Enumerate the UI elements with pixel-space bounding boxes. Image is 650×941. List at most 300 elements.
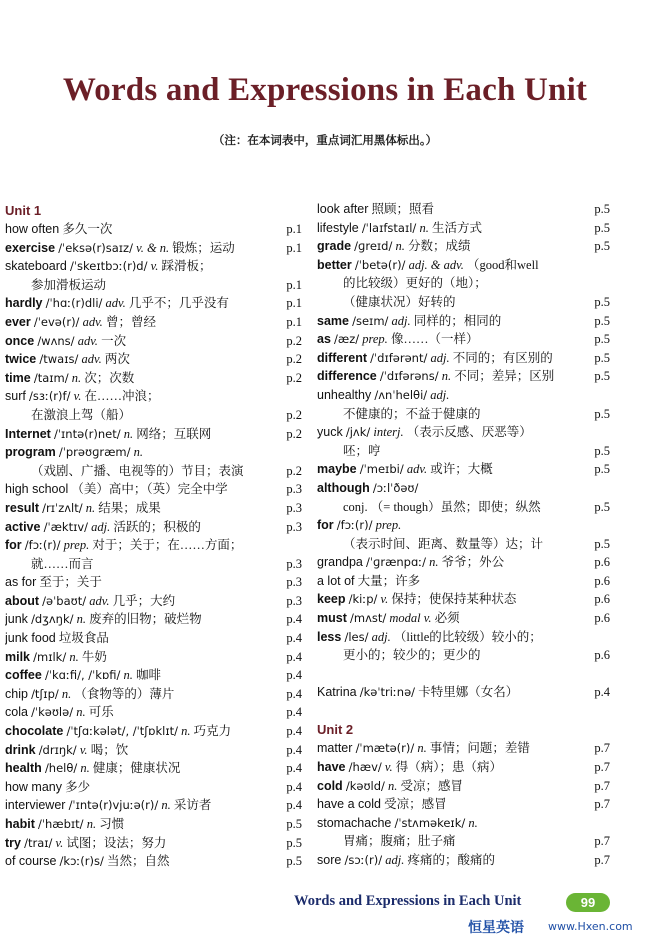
phonetic: /fɔː(r)/ xyxy=(24,538,61,553)
entry-line xyxy=(317,779,463,793)
entry-line xyxy=(5,427,211,441)
part-of-speech: n. xyxy=(76,612,87,627)
phonetic: /ˈevə(r)/ xyxy=(33,314,80,329)
entry-line xyxy=(317,816,478,830)
phonetic: /ˈstʌməkeɪk/ xyxy=(394,815,466,830)
definition: 事情；问题；差错 xyxy=(429,741,530,756)
headword: cola xyxy=(5,705,28,720)
vocab-entry xyxy=(5,239,302,258)
definition: 两次 xyxy=(104,352,130,367)
page-ref: p.3 xyxy=(284,518,302,537)
entry-line xyxy=(317,425,532,439)
headword: skateboard xyxy=(5,259,67,274)
page-ref: p.5 xyxy=(592,237,610,256)
page-ref: p.1 xyxy=(284,276,302,295)
page-ref: p.4 xyxy=(284,741,302,760)
part-of-speech: n. xyxy=(85,500,96,515)
page-ref: p.2 xyxy=(284,332,302,351)
entry-line xyxy=(317,351,553,365)
phonetic: /ˈskeɪtbɔː(r)d/ xyxy=(69,259,148,274)
page-ref: p.7 xyxy=(592,832,610,851)
headword: try xyxy=(5,835,21,850)
vocab-entry xyxy=(5,703,302,722)
entry-line xyxy=(5,705,114,719)
phonetic: /seɪm/ xyxy=(352,313,389,328)
phonetic: /ˈæktɪv/ xyxy=(43,519,89,534)
page-ref: p.1 xyxy=(284,239,302,258)
vocab-entry xyxy=(5,722,302,741)
vocab-entry xyxy=(5,834,302,853)
definition: 采访者 xyxy=(173,798,212,813)
definition: 照顾；照看 xyxy=(371,202,435,216)
entry-line xyxy=(5,352,130,366)
headword: junk food xyxy=(5,631,56,646)
headword: habit xyxy=(5,817,35,831)
definition-continued: （健康状况）好转的 xyxy=(343,294,456,309)
page-ref: p.5 xyxy=(592,200,610,219)
headword: difference xyxy=(317,369,377,384)
definition: 网络；互联网 xyxy=(136,426,212,441)
vocab-entry xyxy=(317,330,610,349)
page-ref: p.3 xyxy=(284,573,302,592)
entry-line xyxy=(5,259,212,273)
page-ref: p.4 xyxy=(284,666,302,685)
vocab-entry xyxy=(317,683,610,702)
definition: （美）高中；（英）完全中学 xyxy=(71,482,228,497)
watermark-logo: 恒星英语 xyxy=(468,920,524,936)
entry-line xyxy=(5,761,180,775)
vocab-entry xyxy=(5,536,302,573)
headword: how many xyxy=(5,779,62,794)
entry-line xyxy=(317,314,501,328)
entry-line xyxy=(5,501,161,515)
page-ref: p.5 xyxy=(592,293,610,312)
headword: coffee xyxy=(5,668,42,683)
definition: （食物等的）薄片 xyxy=(74,686,175,701)
page-ref: p.2 xyxy=(284,369,302,388)
definition: 大量；许多 xyxy=(357,573,421,588)
definition: 至于；关于 xyxy=(39,575,102,590)
page-ref: p.4 xyxy=(284,648,302,667)
phonetic: /fɔː(r)/ xyxy=(336,518,373,533)
definition-continued: （表示时间、距离、数量等）达；计 xyxy=(343,536,544,551)
vocab-entry xyxy=(317,386,610,423)
vocab-entry xyxy=(317,200,610,219)
definition: 不同的；有区别的 xyxy=(452,350,553,365)
vocab-entry xyxy=(5,313,302,332)
vocab-entry xyxy=(5,499,302,518)
phonetic: /sɜː(r)f/ xyxy=(28,389,71,404)
part-of-speech: n. xyxy=(76,705,86,720)
definition: 得（病）；患（病） xyxy=(395,760,503,775)
phonetic: /traɪ/ xyxy=(24,835,53,850)
left-column xyxy=(5,200,302,871)
entry-line xyxy=(5,817,124,831)
headword: look after xyxy=(317,202,369,216)
vocab-entry xyxy=(5,666,302,685)
headword: program xyxy=(5,445,56,460)
definition: 受凉；感冒 xyxy=(400,778,464,793)
footer-title: Words and Expressions in Each Unit xyxy=(294,893,522,909)
headword: surf xyxy=(5,389,26,404)
part-of-speech: prep. xyxy=(362,332,388,347)
vocab-entry xyxy=(317,777,610,796)
headword: must xyxy=(317,611,347,626)
entry-line xyxy=(317,611,460,625)
vocab-entry xyxy=(5,480,302,499)
part-of-speech: v. xyxy=(380,592,389,607)
part-of-speech: interj. xyxy=(373,425,404,440)
entry-line xyxy=(5,854,169,868)
page-ref: p.6 xyxy=(592,553,610,572)
vocab-entry xyxy=(317,479,610,516)
page-ref: p.5 xyxy=(592,312,610,331)
definition: 在……冲浪； xyxy=(84,389,160,404)
definition: 不同；差异；区别 xyxy=(454,369,555,384)
definition: 多久一次 xyxy=(62,222,113,236)
entry-line xyxy=(5,389,159,403)
page-ref: p.6 xyxy=(592,572,610,591)
headword: high school xyxy=(5,482,69,497)
phonetic: /ˈprəʊɡræm/ xyxy=(58,445,131,460)
phonetic: /ʌnˈhelθi/ xyxy=(374,387,428,402)
page-ref: p.5 xyxy=(592,349,610,368)
vocab-entry xyxy=(5,257,302,294)
vocab-entry xyxy=(5,648,302,667)
vocab-entry xyxy=(5,759,302,778)
entry-line xyxy=(317,202,434,216)
phonetic: /ˈlaɪfstaɪl/ xyxy=(361,220,417,235)
headword: matter xyxy=(317,741,353,756)
vocab-entry xyxy=(317,219,610,238)
phonetic: /ˈɪntə(r)vjuːə(r)/ xyxy=(68,798,159,813)
entry-line xyxy=(317,481,418,495)
headword: for xyxy=(317,518,334,533)
definition: （little的比较级）较小的； xyxy=(393,629,542,644)
page-ref: p.5 xyxy=(592,330,610,349)
entry-line xyxy=(5,836,166,850)
entry-line xyxy=(317,239,471,253)
phonetic: /ˈhæbɪt/ xyxy=(37,817,84,831)
page-ref: p.2 xyxy=(284,425,302,444)
page-ref: p.4 xyxy=(284,796,302,815)
entry-line xyxy=(317,555,504,569)
entry-line xyxy=(5,724,231,738)
definition: 疼痛的；酸痛的 xyxy=(407,853,495,867)
part-of-speech: adj. xyxy=(371,629,391,644)
definition: 保持；使保持某种状态 xyxy=(391,592,517,607)
definition: 对于；关于；在……方面； xyxy=(92,538,243,553)
headword: result xyxy=(5,500,40,515)
phonetic: /ˈdɪfərənt/ xyxy=(370,350,428,365)
entry-line xyxy=(5,612,202,626)
phonetic: /ˈmætə(r)/ xyxy=(355,741,415,756)
headword: Katrina xyxy=(317,684,357,699)
part-of-speech: n. xyxy=(86,817,97,831)
headword: health xyxy=(5,761,42,776)
headword: chocolate xyxy=(5,724,64,739)
page-number-badge: 99 xyxy=(566,893,610,912)
phonetic: /twaɪs/ xyxy=(39,352,79,367)
entry-line xyxy=(5,241,235,255)
part-of-speech: prep. xyxy=(63,538,90,553)
definition: 可乐 xyxy=(88,705,114,720)
headword: maybe xyxy=(317,462,357,477)
vocab-entry xyxy=(5,518,302,537)
unit-heading: Unit 1 xyxy=(5,203,42,218)
page-ref: p.4 xyxy=(284,610,302,629)
headword: milk xyxy=(5,649,31,664)
page-ref: p.4 xyxy=(284,685,302,704)
vocab-entry xyxy=(5,387,302,424)
phonetic: /rɪˈzʌlt/ xyxy=(42,500,83,515)
headword: same xyxy=(317,313,349,328)
part-of-speech: n. xyxy=(441,369,452,384)
vocab-entry xyxy=(5,610,302,629)
part-of-speech: n. xyxy=(181,724,191,739)
page-ref: p.5 xyxy=(284,852,302,871)
vocab-entry xyxy=(317,572,610,591)
vocab-entry xyxy=(317,739,610,758)
vocab-entry xyxy=(317,312,610,331)
vocab-entry xyxy=(317,758,610,777)
part-of-speech: adj. xyxy=(430,350,450,365)
phonetic: /kəʊld/ xyxy=(345,778,385,793)
phonetic: /ˈhɑː(r)dli/ xyxy=(45,296,103,311)
headword: ever xyxy=(5,314,31,329)
headword: exercise xyxy=(5,240,56,255)
part-of-speech: n. xyxy=(71,370,82,385)
definition: 分数；成绩 xyxy=(407,239,471,254)
entry-line xyxy=(317,388,449,402)
definition: 咖啡 xyxy=(136,668,162,683)
phonetic: /ˈkəʊlə/ xyxy=(31,705,74,720)
definition: 像……（一样） xyxy=(390,332,479,347)
entry-line xyxy=(317,630,542,644)
headword: better xyxy=(317,257,352,272)
entry-line xyxy=(5,650,107,664)
vocab-entry xyxy=(317,516,610,553)
part-of-speech: n. xyxy=(69,649,79,664)
vocab-entry xyxy=(5,220,302,239)
vocab-entry xyxy=(317,237,610,256)
definition-continued: 在激浪上驾（船） xyxy=(31,407,132,422)
part-of-speech: n. xyxy=(417,741,427,756)
page-ref: p.1 xyxy=(284,294,302,313)
definition: （表示反感、厌恶等） xyxy=(406,425,532,440)
part-of-speech: v. xyxy=(384,760,393,775)
definition-continued: 更小的；较少的；更少的 xyxy=(343,648,481,663)
page-ref: p.5 xyxy=(284,815,302,834)
entry-line xyxy=(5,631,109,645)
page-ref: p.4 xyxy=(284,778,302,797)
vocab-entry xyxy=(317,553,610,572)
vocab-entry xyxy=(5,425,302,444)
part-of-speech: n. xyxy=(429,555,439,570)
entry-line xyxy=(5,538,242,552)
phonetic: /ˈɪntə(r)net/ xyxy=(53,426,121,441)
part-of-speech: adj. xyxy=(385,853,405,867)
entry-line xyxy=(5,315,156,329)
part-of-speech: modal v. xyxy=(389,611,432,626)
headword: about xyxy=(5,593,40,608)
vocab-entry xyxy=(317,590,610,609)
headword: although xyxy=(317,480,370,495)
definition: 健康；健康状况 xyxy=(92,761,181,776)
vocab-entry xyxy=(317,795,610,814)
entry-line xyxy=(5,798,211,812)
phonetic: /sɔː(r)/ xyxy=(344,853,383,867)
definition: 几乎不；几乎没有 xyxy=(128,296,229,311)
part-of-speech: adv. xyxy=(406,462,428,477)
vocab-entry xyxy=(317,256,610,312)
page-ref: p.7 xyxy=(592,795,610,814)
headword: unhealthy xyxy=(317,387,372,402)
headword: different xyxy=(317,350,367,365)
definition: 垃圾食品 xyxy=(58,631,109,646)
definition: 必须 xyxy=(434,611,460,626)
entry-line xyxy=(5,687,174,701)
part-of-speech: adv. xyxy=(82,314,103,329)
headword: sore xyxy=(317,853,342,867)
part-of-speech: n. xyxy=(388,778,398,793)
headword: once xyxy=(5,333,35,348)
headword: grade xyxy=(317,239,352,254)
headword: chip xyxy=(5,686,28,701)
page-ref: p.4 xyxy=(284,722,302,741)
entry-line xyxy=(317,258,539,272)
spacer xyxy=(317,665,610,683)
vocab-entry xyxy=(5,852,302,871)
entry-line xyxy=(317,574,420,588)
phonetic: /helθ/ xyxy=(44,761,78,776)
headword: time xyxy=(5,370,31,385)
page-title: Words and Expressions in Each Unit xyxy=(62,72,588,108)
definition: 卡特里娜（女名） xyxy=(418,684,519,699)
entry-line xyxy=(5,445,143,459)
entry-line xyxy=(5,520,201,534)
headword: junk xyxy=(5,612,28,627)
definition-continued: 不健康的；不益于健康的 xyxy=(343,406,481,421)
part-of-speech: adv. xyxy=(77,333,98,348)
entry-line xyxy=(5,575,102,589)
definition: 锻炼；运动 xyxy=(172,240,235,255)
headword: twice xyxy=(5,352,37,367)
headword: drink xyxy=(5,742,36,757)
vocab-entry xyxy=(317,851,610,870)
page-ref: p.3 xyxy=(284,592,302,611)
vocab-entry xyxy=(5,815,302,834)
definition: 牛奶 xyxy=(81,649,107,664)
headword: have a cold xyxy=(317,797,381,812)
definition: 多少 xyxy=(65,779,91,794)
entry-line xyxy=(317,797,447,811)
phonetic: /ɔːlˈðəʊ/ xyxy=(372,480,419,495)
headword: interviewer xyxy=(5,798,66,813)
headword: Internet xyxy=(5,426,51,441)
definition-continued: 的比较级）更好的（地）； xyxy=(343,276,487,291)
part-of-speech: adv. xyxy=(105,296,126,311)
definition: 同样的；相同的 xyxy=(413,313,502,328)
part-of-speech: adv. xyxy=(81,352,102,367)
vocab-entry xyxy=(5,592,302,611)
vocab-entry xyxy=(317,349,610,368)
entry-line xyxy=(5,743,128,757)
phonetic: /ˈdɪfərəns/ xyxy=(379,369,439,384)
entry-line xyxy=(317,853,495,867)
definition-continued: 就……而言 xyxy=(31,556,94,571)
definition: 爷爷；外公 xyxy=(441,555,505,570)
phonetic: /mɪlk/ xyxy=(33,649,67,664)
headword: active xyxy=(5,519,41,534)
right-column xyxy=(317,200,610,870)
headword: a lot of xyxy=(317,573,355,588)
vocab-entry xyxy=(317,423,610,460)
page-ref: p.3 xyxy=(284,499,302,518)
headword: hardly xyxy=(5,296,43,311)
headword: stomachache xyxy=(317,815,392,830)
headword: less xyxy=(317,629,342,644)
definition: 踩滑板； xyxy=(161,259,212,274)
page-ref: p.5 xyxy=(592,498,610,517)
page-ref: p.7 xyxy=(592,758,610,777)
vocab-entry xyxy=(317,460,610,479)
headword: of course xyxy=(5,854,57,869)
entry-line xyxy=(5,594,175,608)
entry-line xyxy=(5,334,126,348)
phonetic: /wʌns/ xyxy=(37,333,75,348)
phonetic: /dʒʌŋk/ xyxy=(31,612,74,627)
page-ref: p.2 xyxy=(284,406,302,425)
part-of-speech: adv. xyxy=(89,593,110,608)
vocab-entry xyxy=(317,609,610,628)
vocab-entry xyxy=(5,741,302,760)
vocab-entry xyxy=(5,778,302,797)
phonetic: /kɔː(r)s/ xyxy=(59,854,104,869)
phonetic: /æz/ xyxy=(334,332,360,347)
part-of-speech: adj. xyxy=(391,313,411,328)
definition-continued: 参加滑板运动 xyxy=(31,277,107,292)
phonetic: /ɡreɪd/ xyxy=(354,239,393,254)
phonetic: /ˈeksə(r)saɪz/ xyxy=(58,240,133,255)
definition: 试图；设法；努力 xyxy=(66,835,167,850)
part-of-speech: n. xyxy=(123,426,134,441)
definition: 喝；饮 xyxy=(90,742,129,757)
page-ref: p.3 xyxy=(284,555,302,574)
part-of-speech: prep. xyxy=(375,518,402,533)
phonetic: /jʌk/ xyxy=(345,425,371,440)
headword: how often xyxy=(5,222,60,236)
headword: for xyxy=(5,538,22,553)
definition: 一次 xyxy=(101,333,127,348)
page-ref: p.4 xyxy=(284,629,302,648)
page-ref: p.5 xyxy=(284,834,302,853)
phonetic: /taɪm/ xyxy=(33,370,69,385)
page-ref: p.4 xyxy=(592,683,610,702)
phonetic: /les/ xyxy=(344,629,369,644)
note-text: （注：在本词表中，重点词汇用黑体标出。） xyxy=(212,133,438,147)
part-of-speech: n. xyxy=(161,798,171,813)
part-of-speech: n. xyxy=(80,761,90,776)
page-ref: p.6 xyxy=(592,609,610,628)
headword: keep xyxy=(317,592,346,607)
part-of-speech: n. xyxy=(419,220,429,235)
definition: 几乎；大约 xyxy=(112,593,176,608)
definition-continued: 胃痛；腹痛；肚子痛 xyxy=(343,834,456,849)
spacer xyxy=(317,701,610,719)
part-of-speech: v. & n. xyxy=(136,240,170,255)
page-ref: p.5 xyxy=(592,367,610,386)
